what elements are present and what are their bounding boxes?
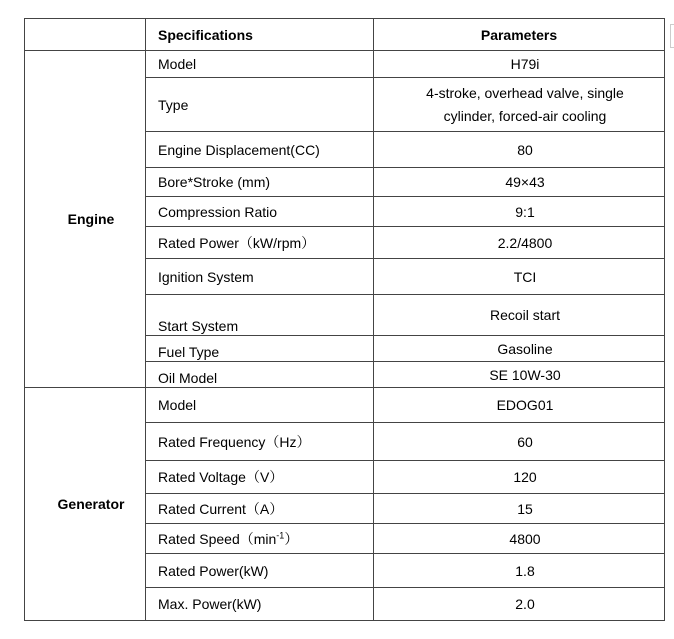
spec-value: 80 xyxy=(374,132,665,168)
spec-label: Max. Power(kW) xyxy=(146,588,374,621)
spec-value: 2.2/4800 xyxy=(374,227,665,259)
spec-label: Rated Frequency（Hz） xyxy=(146,423,374,461)
spec-label: Rated Power(kW) xyxy=(146,554,374,588)
spec-value: H79i xyxy=(374,51,665,78)
spec-label: Engine Displacement(CC) xyxy=(146,132,374,168)
engine-group-label: Engine xyxy=(25,51,146,388)
spec-value: 60 xyxy=(374,423,665,461)
spec-value: EDOG01 xyxy=(374,388,665,423)
spec-value: TCI xyxy=(374,259,665,295)
spec-value: 15 xyxy=(374,494,665,524)
spec-label: Ignition System xyxy=(146,259,374,295)
table-header-row xyxy=(25,19,665,51)
spec-value: 9:1 xyxy=(374,197,665,227)
spec-value: 120 xyxy=(374,461,665,494)
parameters-column-header: Parameters xyxy=(374,19,665,51)
spec-value: 4800 xyxy=(374,524,665,554)
spec-label: Model xyxy=(146,388,374,423)
spec-value: Recoil start xyxy=(374,295,665,336)
spec-label: Model xyxy=(146,51,374,78)
spec-value: SE 10W-30 xyxy=(374,362,665,388)
spec-label: Compression Ratio xyxy=(146,197,374,227)
spec-label: Start System xyxy=(146,295,374,336)
table-row xyxy=(25,51,665,78)
specifications-column-header: Specifications xyxy=(146,19,374,51)
group-column-header xyxy=(25,19,146,51)
generator-group-label: Generator xyxy=(25,388,146,621)
table-row xyxy=(25,388,665,423)
spec-label: Bore*Stroke (mm) xyxy=(146,168,374,197)
specifications-table xyxy=(24,18,665,621)
spec-value xyxy=(374,78,665,132)
spec-label: Rated Voltage（V） xyxy=(146,461,374,494)
spec-label: Rated Current（A） xyxy=(146,494,374,524)
spec-value: 1.8 xyxy=(374,554,665,588)
spec-label: Rated Power（kW/rpm） xyxy=(146,227,374,259)
spec-label-text: ） xyxy=(284,530,299,547)
spec-label xyxy=(146,524,374,554)
spec-value-line: 4-stroke, overhead valve, single xyxy=(426,84,624,101)
spec-label-text: Rated Speed（min xyxy=(158,530,277,547)
page-edge-mark xyxy=(670,24,674,48)
spec-label: Oil Model xyxy=(146,362,374,388)
spec-label: Fuel Type xyxy=(146,336,374,362)
spec-value-line: cylinder, forced-air cooling xyxy=(443,107,607,124)
spec-value: Gasoline xyxy=(374,336,665,362)
spec-label: Type xyxy=(146,78,374,132)
spec-label-superscript: -1 xyxy=(276,529,285,540)
spec-value: 49×43 xyxy=(374,168,665,197)
spec-value: 2.0 xyxy=(374,588,665,621)
